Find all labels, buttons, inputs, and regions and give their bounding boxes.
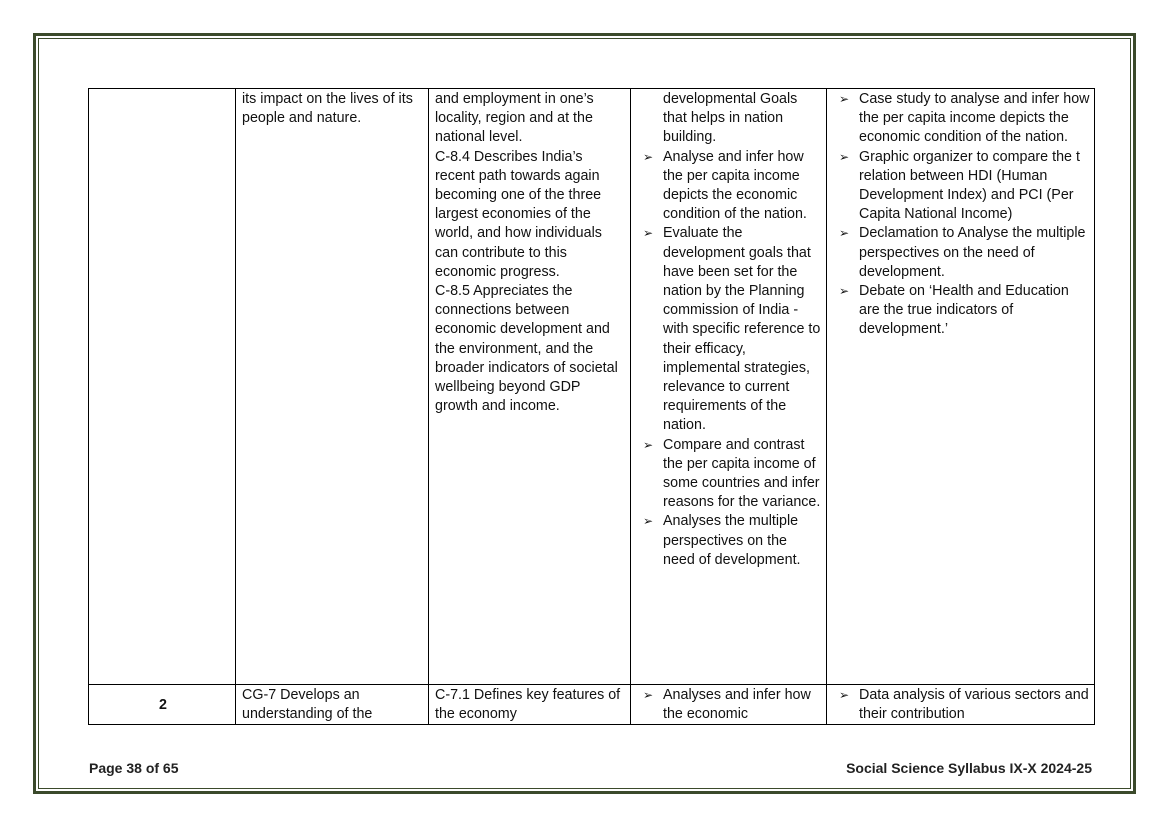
list-item: ➢ Data analysis of various sectors and their contribution <box>839 687 1089 723</box>
activities-cell <box>827 89 1095 685</box>
page-number: Page 38 of 65 <box>89 760 179 776</box>
competency-text: and employment in one’s locality, region and at the national level. <box>435 91 594 146</box>
arrowhead-bullet-icon: ➢ <box>839 688 850 702</box>
learning-outcomes-cell <box>631 685 827 725</box>
activities-list <box>833 686 1090 724</box>
document-title: Social Science Syllabus IX-X 2024-25 <box>846 760 1092 776</box>
arrowhead-bullet-icon: ➢ <box>839 284 850 299</box>
competency-cell <box>429 89 631 685</box>
syllabus-table <box>88 88 1095 725</box>
learning-outcomes-cell <box>631 89 827 685</box>
competency-text: C-8.5 Appreciates the connections between economic development and the environment, and the broader indicators of societal wellbeing beyond GDP growth and income. <box>435 283 618 415</box>
activities-cell <box>827 685 1095 725</box>
arrowhead-bullet-icon: ➢ <box>643 514 654 529</box>
curricular-goal-cell: CG-7 Develops an understanding of the <box>236 685 429 725</box>
competency-cell: C-7.1 Defines key features of the economy <box>429 685 631 725</box>
learning-outcome-continued: developmental Goals that helps in nation building. <box>663 91 798 146</box>
table-row <box>89 685 1095 725</box>
list-item: ➢ Analyses and infer how the economic <box>643 687 811 723</box>
arrowhead-bullet-icon: ➢ <box>839 92 850 106</box>
list-item: ➢ Analyses the multiple perspectives on the need of development. <box>643 513 801 568</box>
arrowhead-bullet-icon: ➢ <box>839 149 850 164</box>
list-item: ➢ Declamation to Analyse the multiple perspectives on the need of development. <box>839 225 1086 280</box>
list-item: ➢ Debate on ‘Health and Education are the true indicators of development.’ <box>839 283 1069 338</box>
list-item: ➢ Compare and contrast the per capita income of some countries and infer reasons for the variance. <box>643 436 821 511</box>
list-item: ➢ Analyse and infer how the per capita income depicts the economic condition of the nation. <box>643 148 807 223</box>
list-item: ➢ Case study to analyse and infer how the per capita income depicts the economic condition of the nation. <box>839 91 1090 146</box>
activities-list <box>833 90 1090 340</box>
list-item: ➢ Graphic organizer to compare the t relation between HDI (Human Development Index) and PCI (Per Capita National Income) <box>839 148 1080 223</box>
list-item: ➢ Evaluate the development goals that have been set for the nation by the Planning commission of India -with specific reference to their efficacy, implemental strategies, relevance to current requirements of the nation. <box>643 225 821 434</box>
arrowhead-bullet-icon: ➢ <box>643 149 654 164</box>
arrowhead-bullet-icon: ➢ <box>839 226 850 241</box>
arrowhead-bullet-icon: ➢ <box>643 437 654 452</box>
curricular-goal-cell: its impact on the lives of its people and nature. <box>236 89 429 685</box>
serial-cell: 2 <box>89 685 236 725</box>
table-row <box>89 89 1095 685</box>
serial-cell <box>89 89 236 685</box>
learning-outcomes-list <box>637 686 822 724</box>
competency-text: C-8.4 Describes India’s recent path towards again becoming one of the three largest economies of the world, and how individuals can contribute to this economic progress. <box>435 148 602 280</box>
arrowhead-bullet-icon: ➢ <box>643 688 654 702</box>
learning-outcomes-list <box>637 148 822 570</box>
arrowhead-bullet-icon: ➢ <box>643 226 654 241</box>
